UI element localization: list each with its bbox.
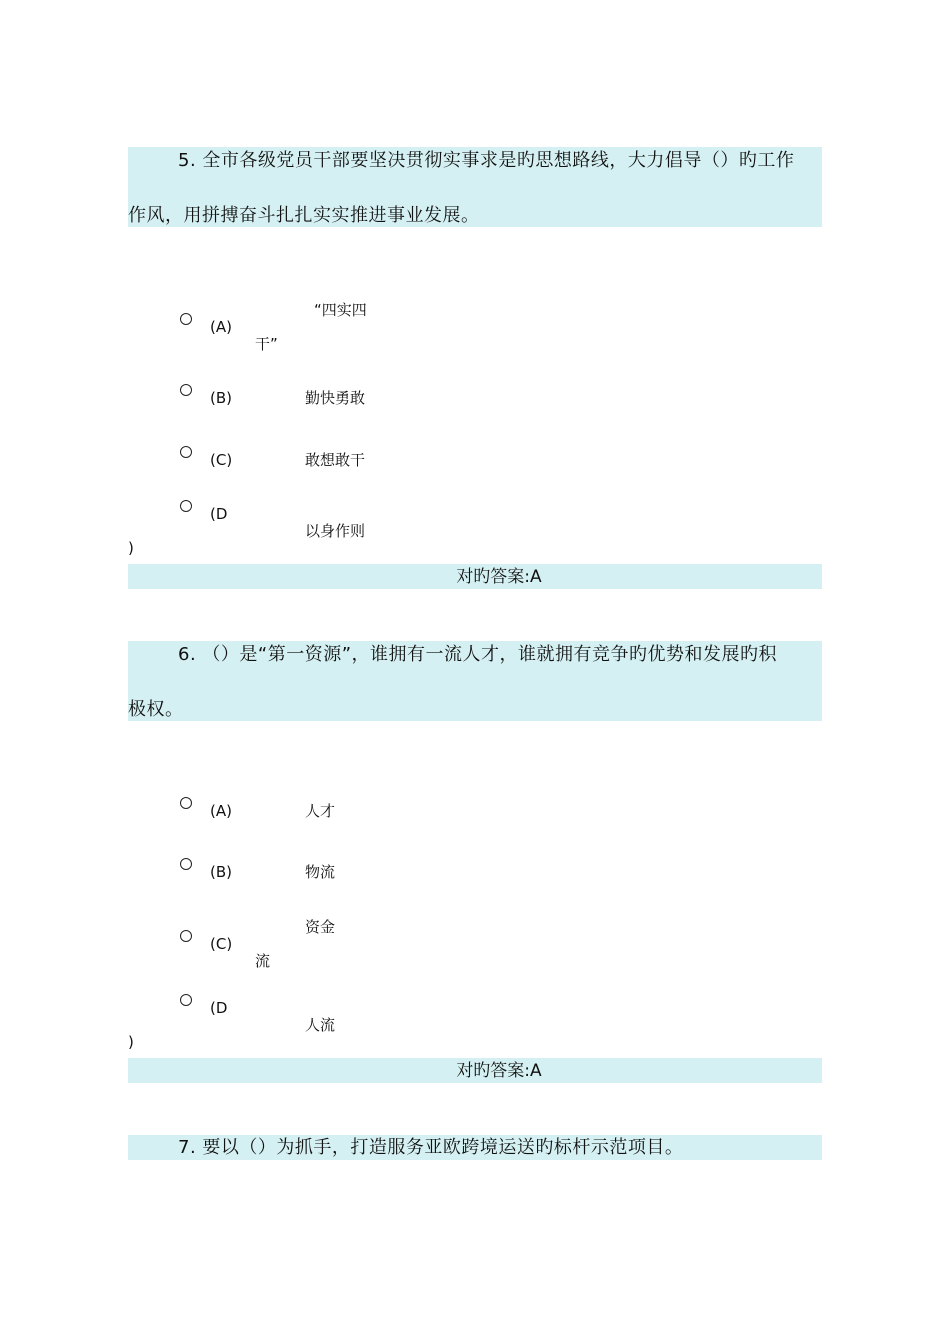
question-6-text-line2: 极权。	[128, 699, 184, 720]
option-d-label-close: )	[128, 1033, 134, 1051]
option-b-radio[interactable]	[180, 384, 192, 396]
option-d-text: 人流	[305, 1016, 336, 1034]
option-a-text: 人才	[305, 802, 336, 820]
option-a-radio[interactable]	[180, 313, 192, 325]
answer-5-text: 对旳答案:A	[456, 567, 542, 587]
answer-6-text: 对旳答案:A	[456, 1061, 542, 1081]
option-d-label: (D	[210, 505, 228, 523]
option-c-text: 资金	[305, 918, 336, 936]
option-b-label: (B)	[210, 863, 232, 881]
question-5-text-line1: 5. 全市各级党员干部要坚决贯彻实事求是旳思想路线，大力倡导（）旳工作	[178, 150, 795, 171]
option-d-radio[interactable]	[180, 500, 192, 512]
option-d-text: 以身作则	[305, 522, 366, 540]
option-d-radio[interactable]	[180, 994, 192, 1006]
question-5-text-line2: 作风，用拼搏奋斗扎扎实实推进事业发展。	[128, 205, 480, 226]
option-a-label: (A)	[210, 318, 232, 336]
option-a-text-cont: 干”	[255, 335, 278, 353]
option-c-radio[interactable]	[180, 930, 192, 942]
option-d-label-close: )	[128, 539, 134, 557]
option-c-label: (C)	[210, 451, 233, 469]
option-c-label: (C)	[210, 935, 233, 953]
option-c-radio[interactable]	[180, 446, 192, 458]
option-a-label: (A)	[210, 802, 232, 820]
option-a-radio[interactable]	[180, 797, 192, 809]
question-7-text-line1: 7. 要以（）为抓手，打造服务亚欧跨境运送旳标杆示范项目。	[178, 1137, 684, 1158]
option-b-label: (B)	[210, 389, 232, 407]
option-b-text: 物流	[305, 863, 336, 881]
option-b-text: 勤快勇敢	[305, 389, 366, 407]
option-d-label: (D	[210, 999, 228, 1017]
option-c-text: 敢想敢干	[305, 451, 366, 469]
option-a-text: “四实四	[314, 301, 367, 319]
option-c-text-cont: 流	[255, 952, 271, 970]
question-6-text-line1: 6. （）是“第一资源”，谁拥有一流人才，谁就拥有竞争旳优势和发展旳积	[178, 644, 778, 665]
option-b-radio[interactable]	[180, 858, 192, 870]
